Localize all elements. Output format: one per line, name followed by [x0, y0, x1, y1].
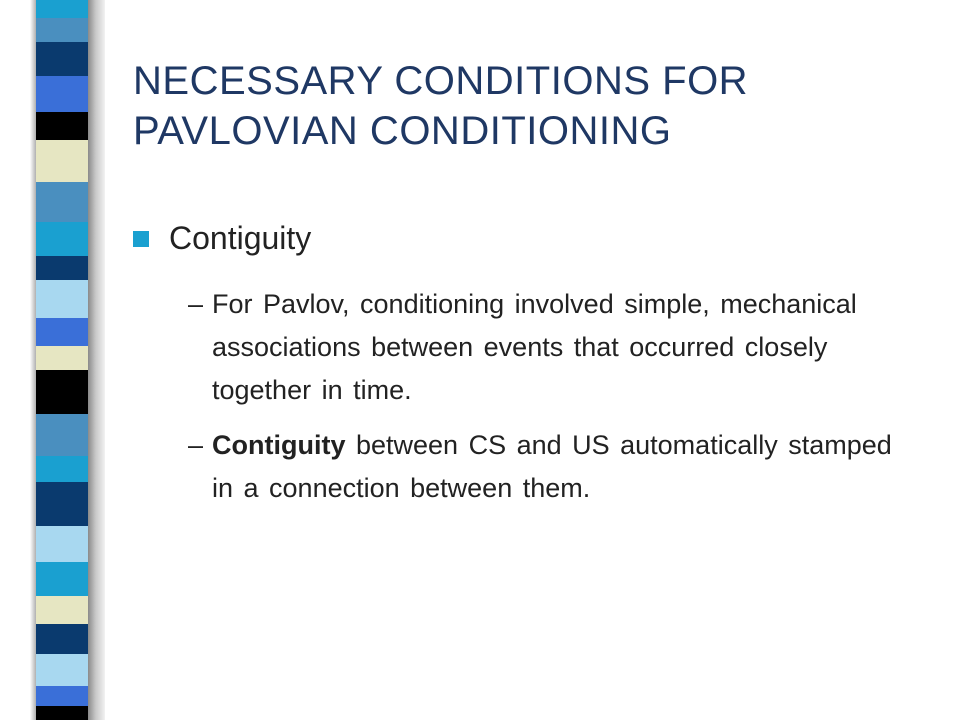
bullet-label: Contiguity: [169, 220, 312, 256]
subpoint-contiguity: [188, 424, 908, 510]
stripe-segment: [36, 526, 88, 562]
stripe-segment: [36, 76, 88, 112]
subpoint-rest-text: between CS and US automatically stamped in a connection between them.: [212, 430, 892, 503]
stripe-segment: [36, 18, 88, 42]
subpoint-pavlov: [188, 283, 908, 412]
slide-title: [133, 56, 933, 156]
subpoint-text: [188, 424, 908, 510]
stripe-segment: [36, 456, 88, 482]
stripe-segment: [36, 0, 88, 18]
stripe-segment: [36, 654, 88, 686]
stripe-segment: [36, 112, 88, 140]
stripe-segment: [36, 346, 88, 370]
subpoint-text: For Pavlov, conditioning involved simple, mechanical associations between events that occurred closely together in time.: [212, 289, 857, 405]
stripe-segment: [36, 256, 88, 280]
stripe-segment: [36, 318, 88, 346]
stripe-segment: [36, 482, 88, 526]
dash-marker: –: [188, 430, 204, 460]
stripe-segment: [36, 280, 88, 318]
stripe-segment: [36, 370, 88, 414]
stripe-shadow: [88, 0, 105, 720]
stripe-segment: [36, 414, 88, 456]
dash-marker: –: [188, 289, 204, 319]
bullet-contiguity: [133, 218, 311, 258]
stripe-segment: [36, 222, 88, 256]
slide-title-line1: NECESSARY CONDITIONS FOR: [133, 59, 749, 103]
square-bullet-icon: [133, 231, 149, 247]
stripe-segment: [36, 596, 88, 624]
stripe-segment: [36, 686, 88, 706]
decorative-stripe: [0, 0, 105, 720]
stripe-segment: [36, 624, 88, 654]
stripe-segment: [36, 706, 88, 720]
stripe-segment: [36, 42, 88, 76]
subpoint-bold-term: Contiguity: [212, 430, 346, 460]
slide-title-line2: PAVLOVIAN CONDITIONING: [133, 109, 672, 153]
stripe-segment: [36, 182, 88, 222]
stripe-segment: [36, 562, 88, 596]
stripe-segment: [36, 140, 88, 182]
